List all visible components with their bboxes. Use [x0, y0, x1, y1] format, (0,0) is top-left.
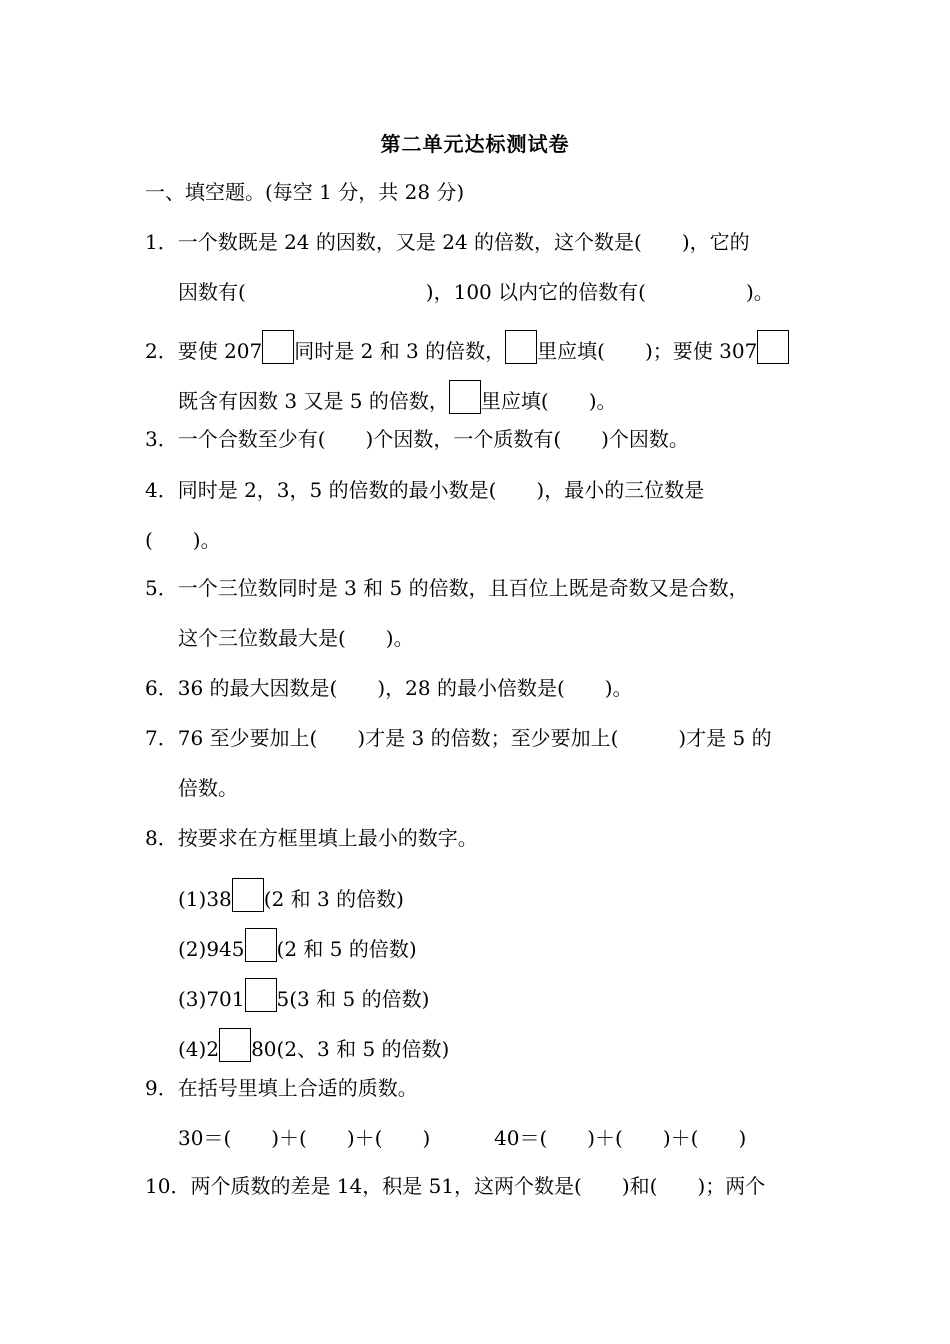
answer-box[interactable] [245, 928, 277, 962]
answer-box[interactable] [757, 330, 789, 364]
answer-box[interactable] [219, 1028, 251, 1062]
question-9-equation-2: 40＝( )＋( )＋( ) [494, 1126, 747, 1150]
q2-text-b: 同时是 2 和 3 的倍数， [294, 339, 506, 363]
question-10: 10．两个质数的差是 14，积是 51，这两个数是( )和( )；两个 [145, 1174, 766, 1198]
question-2-line-1 [145, 330, 789, 365]
item-prefix: (1)38 [178, 887, 232, 911]
answer-box[interactable] [262, 330, 294, 364]
item-prefix: (3)701 [178, 987, 245, 1011]
question-7-line-1: 7．76 至少要加上( )才是 3 的倍数；至少要加上( )才是 5 的 [145, 726, 772, 750]
page-title: 第二单元达标测试卷 [380, 132, 570, 156]
section-heading: 一、填空题。(每空 1 分，共 28 分) [145, 180, 465, 204]
question-5-line-1: 5．一个三位数同时是 3 和 5 的倍数，且百位上既是奇数又是合数， [145, 576, 749, 600]
question-6: 6．36 的最大因数是( )，28 的最小倍数是( )。 [145, 676, 633, 700]
item-prefix: (2)945 [178, 937, 245, 961]
question-4-line-1: 4．同时是 2，3，5 的倍数的最小数是( )，最小的三位数是 [145, 478, 705, 502]
q2-text-a: 2．要使 207 [145, 339, 263, 363]
item-prefix: (4)2 [178, 1037, 220, 1061]
q2-text-e: 里应填( )。 [480, 389, 617, 413]
answer-box[interactable] [232, 878, 264, 912]
question-2-line-2 [178, 380, 617, 415]
answer-box[interactable] [245, 978, 277, 1012]
question-8-item-4 [178, 1028, 449, 1063]
item-suffix: 80(2、3 和 5 的倍数) [251, 1037, 450, 1061]
question-8-item-1 [178, 878, 404, 913]
item-suffix: (2 和 3 的倍数) [263, 887, 404, 911]
answer-box[interactable] [449, 380, 481, 414]
q2-text-d: 既含有因数 3 又是 5 的倍数， [178, 389, 449, 413]
question-1-line-2: 因数有( )，100 以内它的倍数有( )。 [178, 280, 774, 304]
item-suffix: 5(3 和 5 的倍数) [276, 987, 430, 1011]
answer-box[interactable] [505, 330, 537, 364]
question-5-line-2: 这个三位数最大是( )。 [178, 626, 414, 650]
question-1-line-1: 1．一个数既是 24 的因数，又是 24 的倍数，这个数是( )，它的 [145, 230, 750, 254]
question-8-stem: 8．按要求在方框里填上最小的数字。 [145, 826, 478, 850]
question-9-equation-1: 30＝( )＋( )＋( ) [178, 1126, 431, 1150]
question-8-item-3 [178, 978, 429, 1013]
question-7-line-2: 倍数。 [178, 776, 238, 800]
question-8-item-2 [178, 928, 417, 963]
item-suffix: (2 和 5 的倍数) [276, 937, 417, 961]
question-3: 3．一个合数至少有( )个因数，一个质数有( )个因数。 [145, 427, 689, 451]
question-4-line-2: ( )。 [145, 528, 221, 552]
question-9-stem: 9．在括号里填上合适的质数。 [145, 1076, 418, 1100]
q2-text-c: 里应填( )；要使 307 [537, 339, 758, 363]
